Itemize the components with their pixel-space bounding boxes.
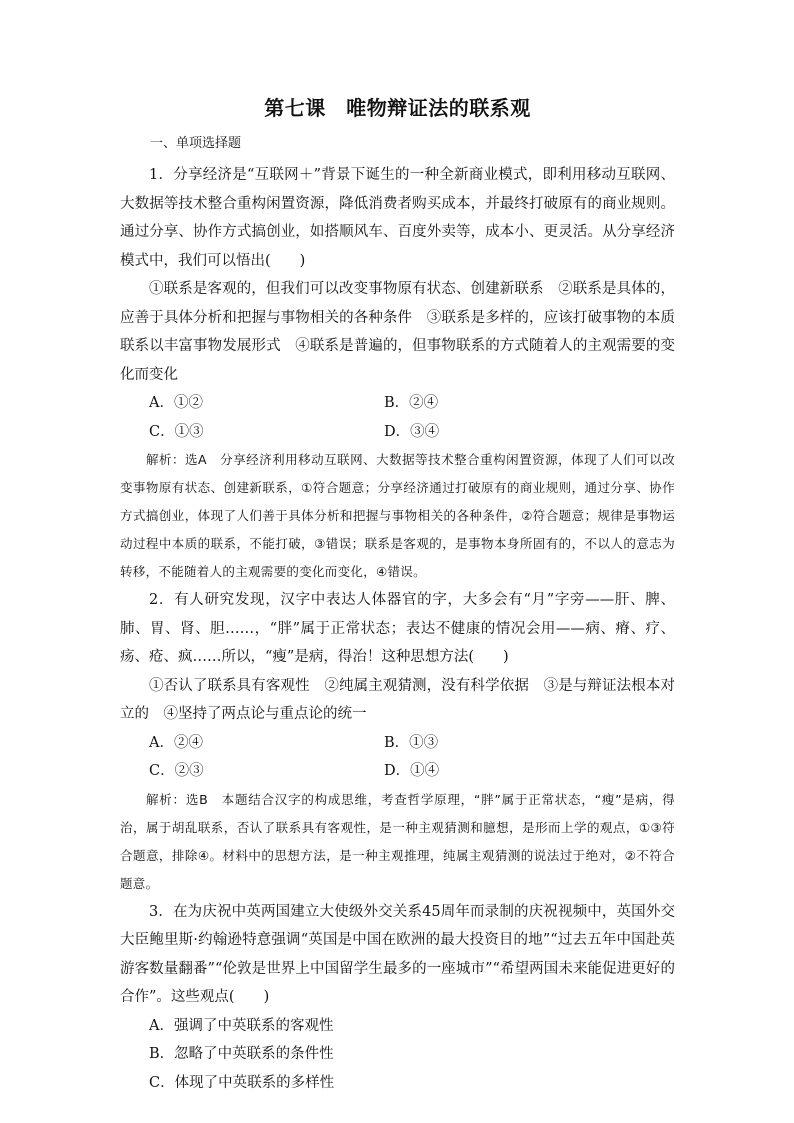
question-3-option-c: C．体现了中英联系的多样性	[149, 1074, 335, 1091]
question-2-option-b: B．①③	[384, 734, 439, 751]
question-2-option-d: D．①④	[384, 763, 440, 779]
question-1-option-c: C．①③	[149, 423, 204, 440]
question-3-option-a: A．强调了中英联系的客观性	[149, 1017, 334, 1034]
question-2-statements: ①否认了联系具有客观性 ②纯属主观猜测，没有科学依据 ③是与辩证法根本对立的 ④坚持了两点论与重点论的统一	[120, 677, 675, 722]
question-3-option-b: B．忽略了中英联系的条件性	[149, 1046, 334, 1062]
section-heading: 一、单项选择题	[150, 136, 242, 151]
question-1-stem: 1．分享经济是“互联网＋”背景下诞生的一种全新商业模式，即利用移动互联网、大数据等技术整合重构闲置资源，降低消费者购买成本，并最终打破原有的商业规则。通过分享、协作方式搞创业，如搭顺风车、百度外卖等，成本小、更灵活。从分享经济模式中，我们可以悟出( )	[120, 167, 675, 269]
question-2-analysis: 解析：选B 本题结合汉字的构成思维，考查哲学原理，“胖”属于正常状态，“瘦”是病，得治，属于胡乱联系，否认了联系具有客观性，是一种主观猜测和臆想，是形而上学的观点，①③符合题意，排除④。材料中的思想方法，是一种主观推理，纯属主观猜测的说法过于绝对，②不符合题意。	[120, 791, 675, 891]
question-2-stem: 2．有人研究发现，汉字中表达人体器官的字，大多会有“月”字旁——肝、脾、肺、胃、肾、胆……，“胖”属于正常状态；表达不健康的情况会用——病、瘠、疗、疡、疮、疯……所以，“瘦”是病，得治！这种思想方法( )	[120, 592, 675, 665]
question-1-analysis: 解析：选A 分享经济利用移动互联网、大数据等技术整合重构闲置资源，体现了人们可以改变事物原有状态、创建新联系，①符合题意；分享经济通过打破原有的商业规则，通过分享、协作方式搞创业，体现了人们善于具体分析和把握与事物相关的各种条件，②符合题意；规律是事物运动过程中本质的联系，不能打破，③错误；联系是客观的，是事物本身所固有的，不以人的意志为转移，不能随着人的主观需要的变化而变化，④错误。	[120, 452, 675, 579]
document-page	[120, 92, 675, 1097]
question-1-option-a: A．①②	[149, 395, 203, 411]
question-2-options	[120, 729, 675, 786]
page-title: 第七课 唯物辩证法的联系观	[264, 96, 531, 120]
question-2-option-a: A．②④	[149, 734, 203, 751]
question-1-statements: ①联系是客观的，但我们可以改变事物原有状态、创建新联系 ②联系是具体的，应善于具体分析和把握与事物相关的各种条件 ③联系是多样的，应该打破事物的本质联系以丰富事物发展形式 ④联系是普遍的，但事物联系的方式随着人的主观需要的变化而变化	[120, 281, 675, 383]
question-1-options	[120, 389, 675, 446]
question-3-stem: 3．在为庆祝中英两国建立大使级外交关系45周年而录制的庆祝视频中，英国外交大臣鲍里斯·约翰逊特意强调“英国是中国在欧洲的最大投资目的地”“过去五年中国赴英游客数量翻番”“伦敦是世界上中国留学生最多的一座城市”“希望两国未来能促进更好的合作”。这些观点( )	[120, 903, 675, 1005]
question-1-option-b: B．②④	[384, 395, 439, 411]
question-1-option-d: D．③④	[384, 423, 440, 440]
question-2-option-c: C．②③	[149, 763, 204, 779]
